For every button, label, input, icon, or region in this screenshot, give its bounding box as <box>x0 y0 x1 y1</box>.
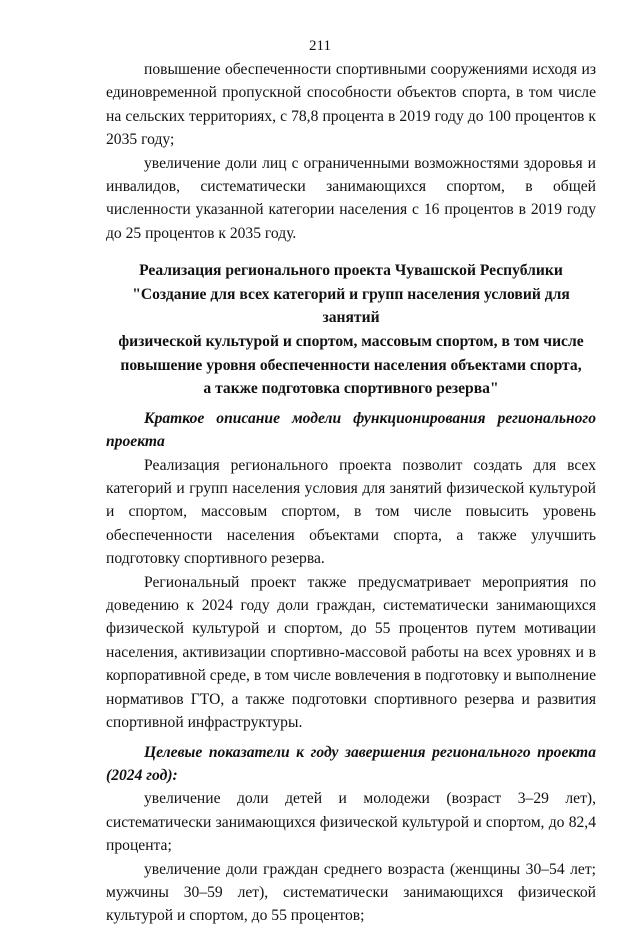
page-content <box>106 58 596 928</box>
paragraph-disabled-persons: увеличение доли лиц с ограниченными возможностями здоровья и инвалидов, систематически занимающихся спортом, в общей численности указанной категории населения с 16 процентов в 2019 году до 25 процентов к 2035 году. <box>106 154 596 242</box>
targets-subheading: Целевые показатели к году завершения регионального проекта (2024 год): <box>106 743 596 784</box>
paragraph-model-measures: Региональный проект также предусматривает мероприятия по доведению к 2024 году доли граждан, систематически занимающихся физической культурой и спортом, до 55 процентов путем мотивации населения, активизации спортивно-массовой работы на всех уровнях и в корпоративной среде, в том числе вовлечения в подготовку и выполнение нормативов ГТО, а также подготовки спортивного резерва и развития спортивной инфраструктуры. <box>106 573 596 732</box>
model-subheading: Краткое описание модели функционирования регионального проекта <box>106 409 596 451</box>
section-heading <box>106 259 596 401</box>
section-heading-line: повышение уровня обеспеченности населения объектами спорта, <box>120 356 582 374</box>
paragraph-target-youth: увеличение доли детей и молодежи (возраст 3–29 лет), систематически занимающихся физической культурой и спортом, до 82,4 процента; <box>106 790 596 855</box>
section-heading-line: физической культурой и спортом, массовым спортом, в том числе <box>118 333 584 351</box>
paragraph-sports-facilities: повышение обеспеченности спортивными сооружениями исходя из единовременной пропускной способности объектов спорта, в том числе на сельских территориях, с 78,8 процента в 2019 году до 100 процентов к 2035 году; <box>106 61 596 149</box>
section-heading-line: "Создание для всех категорий и групп населения условий для занятий <box>132 285 570 327</box>
paragraph-model-summary: Реализация регионального проекта позволит создать для всех категорий и групп населения условия для занятий физической культурой и спортом, массовым спортом, в том числе повысить уровень обеспеченности населения объектами спорта, а также улучшить подготовку спортивного резерва. <box>106 456 596 568</box>
page-number: 211 <box>309 38 331 54</box>
paragraph-target-middle-age: увеличение доли граждан среднего возраста (женщины 30–54 лет; мужчины 30–59 лет), систематически занимающихся физической культурой и спортом, до 55 процентов; <box>106 860 596 925</box>
section-heading-line: Реализация регионального проекта Чувашской Республики <box>139 262 563 280</box>
section-heading-line: а также подготовка спортивного резерва" <box>203 380 499 398</box>
